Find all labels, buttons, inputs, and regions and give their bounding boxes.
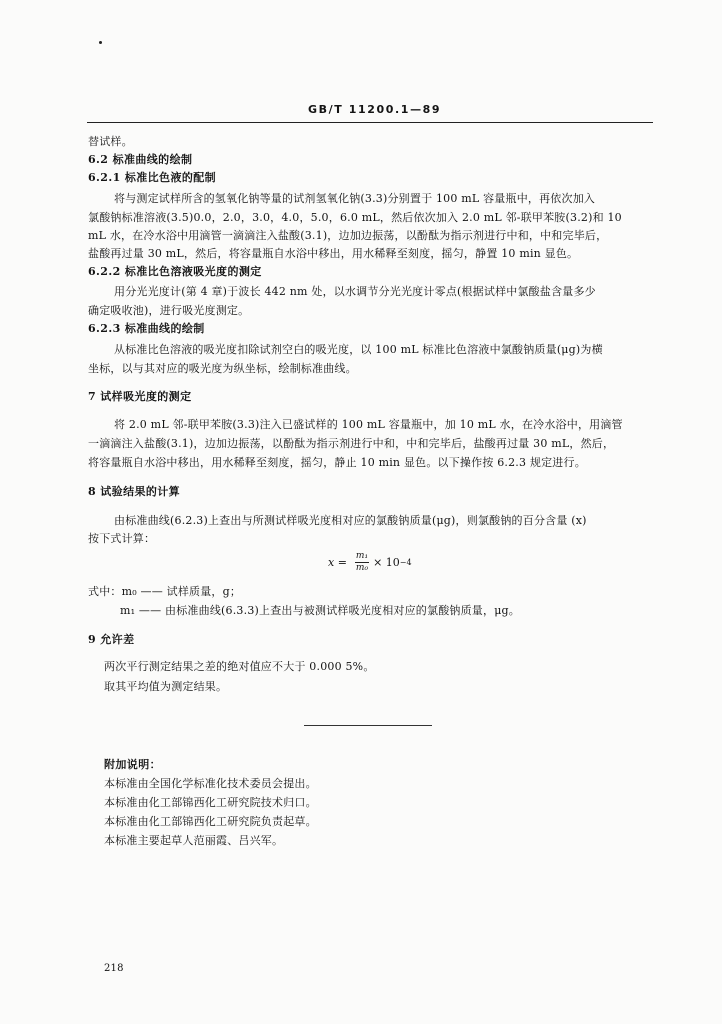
body-line: 将容量瓶自水浴中移出，用水稀释至刻度，摇匀，静止 10 min 显色。以下操作按 6.2.3 规定进行。 <box>88 456 586 469</box>
body-line: 替试样。 <box>88 135 133 148</box>
body-line: 从标准比色溶液的吸光度扣除试剂空白的吸光度，以 100 mL 标准比色溶液中氯酸钠质量(μg)为横 <box>114 343 603 356</box>
variable-definition: 式中：m₀ —— 试样质量，g； <box>88 585 242 598</box>
appendix-title: 附加说明： <box>104 758 161 771</box>
percent-content-formula <box>328 551 412 574</box>
formula-fraction <box>355 551 369 574</box>
body-line: 盐酸再过量 30 mL，然后，将容量瓶自水浴中移出，用水稀释至刻度，摇匀，静置 10 min 显色。 <box>88 247 579 260</box>
formula-numerator: m₁ <box>355 551 369 561</box>
scan-dot <box>99 41 102 44</box>
section-separator <box>304 725 432 726</box>
body-line: 将 2.0 mL 邻-联甲苯胺(3.3)注入已盛试样的 100 mL 容量瓶中，加 10 mL 水，在冷水浴中，用滴管 <box>114 418 623 431</box>
section-heading-6-2: 6.2 标准曲线的绘制 <box>88 153 193 166</box>
appendix-line: 本标准由化工部锦西化工研究院负责起草。 <box>104 815 317 828</box>
standard-code-header: GB/T 11200.1—89 <box>308 103 442 116</box>
body-line: mL 水，在冷水浴中用滴管一滴滴注入盐酸(3.1)，边加边振荡，以酚酞为指示剂进行中和，中和完毕后， <box>88 229 608 242</box>
variable-definition: m₁ —— 由标准曲线(6.3.3)上查出与被测试样吸光度相对应的氯酸钠质量，μg。 <box>120 604 520 617</box>
appendix-line: 本标准由全国化学标准化技术委员会提出。 <box>104 777 317 790</box>
body-line: 取其平均值为测定结果。 <box>104 680 228 693</box>
subsection-heading-6-2-1: 6.2.1 标准比色液的配制 <box>88 171 217 184</box>
body-line: 确定吸收池)，进行吸光度测定。 <box>88 304 250 317</box>
section-heading-8: 8 试验结果的计算 <box>88 485 181 498</box>
formula-lhs: x = <box>328 556 347 569</box>
body-line: 氯酸钠标准溶液(3.5)0.0，2.0，3.0，4.0，5.0，6.0 mL，然后依次加入 2.0 mL 邻-联甲苯胺(3.2)和 10 <box>88 211 622 224</box>
subsection-heading-6-2-3: 6.2.3 标准曲线的绘制 <box>88 322 205 335</box>
body-line: 按下式计算： <box>88 532 156 545</box>
body-line: 一滴滴注入盐酸(3.1)，边加边振荡，以酚酞为指示剂进行中和，中和完毕后，盐酸再过量 30 mL，然后， <box>88 437 615 450</box>
appendix-line: 本标准由化工部锦西化工研究院技术归口。 <box>104 796 317 809</box>
body-line: 两次平行测定结果之差的绝对值应不大于 0.000 5%。 <box>104 660 375 673</box>
body-line: 由标准曲线(6.2.3)上查出与所测试样吸光度相对应的氯酸钠质量(μg)，则氯酸钠的百分含量 (x) <box>114 514 587 527</box>
body-line: 将与测定试样所含的氢氧化钠等量的试剂氢氧化钠(3.3)分别置于 100 mL 容量瓶中，再依次加入 <box>114 192 596 205</box>
formula-exponent: −4 <box>399 558 412 567</box>
section-heading-7: 7 试样吸光度的测定 <box>88 390 192 403</box>
header-rule <box>87 122 653 123</box>
body-line: 用分光光度计(第 4 章)于波长 442 nm 处，以水调节分光光度计零点(根据试样中氯酸盐含量多少 <box>114 285 596 298</box>
section-heading-9: 9 允许差 <box>88 633 135 646</box>
appendix-line: 本标准主要起草人范丽霞、吕兴军。 <box>104 834 284 847</box>
page-number: 218 <box>104 963 124 974</box>
body-line: 坐标，以与其对应的吸光度为纵坐标，绘制标准曲线。 <box>88 362 357 375</box>
formula-denominator: m₀ <box>355 563 369 573</box>
formula-multiplier: × 10 <box>373 556 400 569</box>
subsection-heading-6-2-2: 6.2.2 标准比色溶液吸光度的测定 <box>88 265 262 278</box>
